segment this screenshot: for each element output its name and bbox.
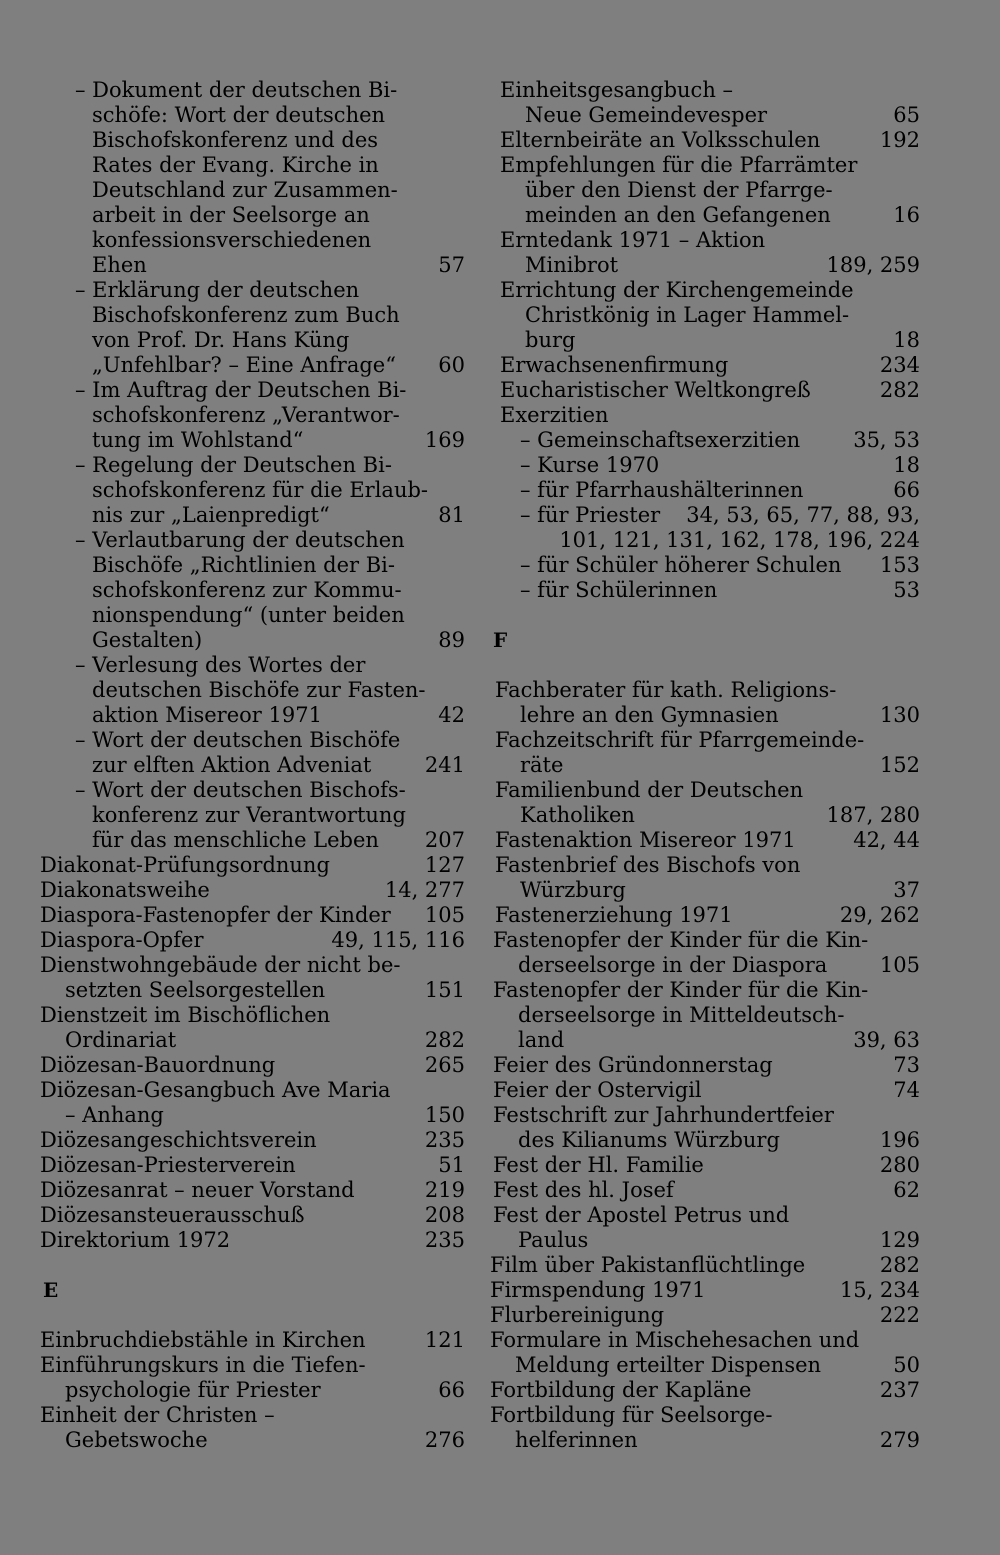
entry-text: von Prof. Dr. Hans Küng	[92, 328, 350, 352]
entry-text: Gebetswoche	[65, 1428, 208, 1452]
entry-text: – Kurse 1970	[520, 453, 660, 477]
entry-text: Rates der Evang. Kirche in	[92, 153, 379, 177]
entry-text: – für Schüler höherer Schulen	[520, 553, 842, 577]
entry-page-number: 57	[438, 253, 465, 277]
entry-text: Diözesan-Priesterverein	[40, 1153, 296, 1177]
entry-text: – für Priester	[520, 503, 661, 527]
entry-page-number: 187, 280	[826, 803, 920, 827]
entry-text: schofskonferenz „Verantwor-	[92, 403, 400, 427]
index-entry-line	[490, 678, 920, 703]
index-entry-line	[490, 578, 920, 603]
entry-page-number: 81	[438, 503, 465, 527]
index-entry-line	[40, 1378, 465, 1403]
index-entry-line	[490, 1078, 920, 1103]
entry-text: Fachberater für kath. Religions-	[495, 678, 837, 702]
index-entry-line	[490, 728, 920, 753]
index-entry-line	[490, 878, 920, 903]
entry-text: räte	[520, 753, 564, 777]
index-entry-line	[40, 328, 465, 353]
entry-text: Feier des Gründonnerstag	[493, 1053, 773, 1077]
index-entry-line	[490, 1303, 920, 1328]
index-entry-line	[40, 103, 465, 128]
index-entry-line	[490, 978, 920, 1003]
index-entry-line	[40, 753, 465, 778]
entry-page-number: 51	[438, 1153, 465, 1177]
section-spacer	[490, 603, 920, 628]
index-entry-line	[490, 1428, 920, 1453]
index-entry-line	[490, 353, 920, 378]
index-entry-line	[40, 1028, 465, 1053]
entry-text: Errichtung der Kirchengemeinde	[500, 278, 854, 302]
index-entry-line	[40, 928, 465, 953]
index-entry-line	[490, 1403, 920, 1428]
entry-text: Einbruchdiebstähle in Kirchen	[40, 1328, 366, 1352]
index-entry-line	[490, 453, 920, 478]
entry-text: schöfe: Wort der deutschen	[92, 103, 386, 127]
right-index-column	[490, 78, 920, 1453]
index-entry-line	[40, 1153, 465, 1178]
index-entry-line	[40, 78, 465, 103]
entry-text: deutschen Bischöfe zur Fasten-	[92, 678, 426, 702]
entry-text: Direktorium 1972	[40, 1228, 231, 1252]
index-entry-line	[40, 578, 465, 603]
entry-page-number: 18	[893, 453, 920, 477]
index-entry-line	[40, 528, 465, 553]
index-entry-line	[490, 278, 920, 303]
entry-page-number: 265	[424, 1053, 465, 1077]
entry-page-number: 189, 259	[826, 253, 920, 277]
entry-page-number: 127	[424, 853, 465, 877]
index-entry-line	[40, 353, 465, 378]
entry-text: Einheit der Christen –	[40, 1403, 275, 1427]
entry-page-number: 169	[424, 428, 465, 452]
entry-page-number: 153	[879, 553, 920, 577]
entry-page-number: 241	[424, 753, 465, 777]
entry-text: – Regelung der Deutschen Bi-	[75, 453, 392, 477]
section-letter-heading	[490, 628, 920, 653]
entry-text: schofskonferenz zur Kommu-	[92, 578, 402, 602]
index-entry-line	[490, 78, 920, 103]
entry-page-number: 53	[893, 578, 920, 602]
entry-page-number: 42, 44	[853, 828, 920, 852]
entry-page-number: 73	[893, 1053, 920, 1077]
index-entry-line	[40, 703, 465, 728]
entry-text: Würzburg	[520, 878, 626, 902]
left-index-column	[40, 78, 465, 1453]
index-entry-line	[40, 628, 465, 653]
entry-text: – Verlautbarung der deutschen	[75, 528, 405, 552]
entry-page-number: 18	[893, 328, 920, 352]
entry-text: – für Schülerinnen	[520, 578, 718, 602]
index-entry-line	[40, 478, 465, 503]
index-entry-line	[40, 678, 465, 703]
entry-text: Bischofskonferenz und des	[92, 128, 379, 152]
index-entry-line	[40, 503, 465, 528]
entry-text: tung im Wohlstand“	[92, 428, 304, 452]
entry-page-number: 101, 121, 131, 162, 178, 196, 224	[559, 528, 920, 552]
entry-text: Fastenbrief des Bischofs von	[495, 853, 801, 877]
index-entry-line	[490, 103, 920, 128]
index-entry-line	[490, 1378, 920, 1403]
index-entry-line	[40, 778, 465, 803]
section-letter: E	[43, 1278, 59, 1302]
entry-text: Diözesan-Gesangbuch Ave Maria	[40, 1078, 391, 1102]
entry-text: psychologie für Priester	[65, 1378, 321, 1402]
entry-page-number: 282	[424, 1028, 465, 1052]
index-entry-line	[490, 778, 920, 803]
entry-text: Erntedank 1971 – Aktion	[500, 228, 766, 252]
index-entry-line	[490, 828, 920, 853]
entry-page-number: 66	[438, 1378, 465, 1402]
index-entry-line	[40, 1103, 465, 1128]
entry-page-number: 235	[424, 1128, 465, 1152]
entry-text: Katholiken	[520, 803, 635, 827]
index-entry-line	[490, 1253, 920, 1278]
entry-page-number: 34, 53, 65, 77, 88, 93,	[686, 503, 920, 527]
entry-page-number: 29, 262	[839, 903, 920, 927]
entry-page-number: 276	[424, 1428, 465, 1452]
entry-text: Christkönig in Lager Hammel-	[525, 303, 850, 327]
entry-text: Ehen	[92, 253, 147, 277]
entry-page-number: 74	[893, 1078, 920, 1102]
entry-text: schofskonferenz für die Erlaub-	[92, 478, 429, 502]
entry-text: Flurbereinigung	[490, 1303, 665, 1327]
index-entry-line	[490, 1003, 920, 1028]
entry-text: für das menschliche Leben	[92, 828, 379, 852]
entry-text: Fachzeitschrift für Pfarrgemeinde-	[495, 728, 865, 752]
index-entry-line	[490, 428, 920, 453]
entry-text: Minibrot	[525, 253, 619, 277]
entry-text: aktion Misereor 1971	[92, 703, 322, 727]
index-entry-line	[40, 878, 465, 903]
index-entry-line	[490, 203, 920, 228]
entry-page-number: 237	[879, 1378, 920, 1402]
entry-page-number: 60	[438, 353, 465, 377]
entry-page-number: 279	[879, 1428, 920, 1452]
index-entry-line	[490, 153, 920, 178]
index-entry-line	[490, 1178, 920, 1203]
index-entry-line	[490, 128, 920, 153]
entry-text: über den Dienst der Pfarrge-	[525, 178, 833, 202]
index-entry-line	[40, 903, 465, 928]
entry-page-number: 196	[879, 1128, 920, 1152]
entry-text: Firmspendung 1971	[490, 1278, 706, 1302]
index-entry-line	[490, 1278, 920, 1303]
entry-page-number: 89	[438, 628, 465, 652]
index-entry-line	[490, 1203, 920, 1228]
entry-text: Dienstwohngebäude der nicht be-	[40, 953, 401, 977]
index-entry-line	[490, 553, 920, 578]
index-entry-line	[490, 328, 920, 353]
index-entry-line	[40, 1053, 465, 1078]
index-entry-line	[40, 1128, 465, 1153]
index-entry-line	[40, 1353, 465, 1378]
entry-text: Fastenopfer der Kinder für die Kin-	[493, 928, 869, 952]
entry-text: meinden an den Gefangenen	[525, 203, 831, 227]
index-entry-line	[490, 378, 920, 403]
entry-text: Fastenopfer der Kinder für die Kin-	[493, 978, 869, 1002]
index-entry-line	[490, 253, 920, 278]
index-entry-line	[490, 853, 920, 878]
index-entry-line	[40, 853, 465, 878]
entry-page-number: 129	[879, 1228, 920, 1252]
index-entry-line	[490, 1028, 920, 1053]
entry-page-number: 151	[424, 978, 465, 1002]
entry-text: Fest der Hl. Familie	[493, 1153, 704, 1177]
entry-text: Fest der Apostel Petrus und	[493, 1203, 790, 1227]
entry-text: des Kilianums Würzburg	[518, 1128, 780, 1152]
index-entry-line	[490, 403, 920, 428]
entry-text: Paulus	[518, 1228, 589, 1252]
entry-page-number: 105	[879, 953, 920, 977]
entry-page-number: 235	[424, 1228, 465, 1252]
entry-text: Erwachsenenfirmung	[500, 353, 729, 377]
entry-text: Einheitsgesangbuch –	[500, 78, 734, 102]
entry-text: Film über Pakistanflüchtlinge	[490, 1253, 806, 1277]
section-letter-heading	[40, 1278, 465, 1303]
index-entry-line	[490, 1328, 920, 1353]
entry-text: Diözesansteuerausschuß	[40, 1203, 305, 1227]
entry-text: Deutschland zur Zusammen-	[92, 178, 398, 202]
entry-text: Formulare in Mischehesachen und	[490, 1328, 860, 1352]
entry-text: land	[518, 1028, 565, 1052]
entry-text: Bischöfe „Richtlinien der Bi-	[92, 553, 395, 577]
index-entry-line	[40, 1003, 465, 1028]
section-letter: F	[493, 628, 508, 652]
index-entry-line	[490, 903, 920, 928]
index-entry-line	[490, 1053, 920, 1078]
index-entry-line	[40, 303, 465, 328]
index-entry-line	[490, 303, 920, 328]
entry-text: burg	[525, 328, 576, 352]
index-entry-line	[490, 228, 920, 253]
entry-text: – Verlesung des Wortes der	[75, 653, 366, 677]
entry-text: Gestalten)	[92, 628, 203, 652]
entry-text: Meldung erteilter Dispensen	[515, 1353, 822, 1377]
entry-text: zur elften Aktion Adveniat	[92, 753, 372, 777]
entry-page-number: 66	[893, 478, 920, 502]
entry-text: „Unfehlbar? – Eine Anfrage“	[92, 353, 396, 377]
index-entry-line	[40, 978, 465, 1003]
index-entry-line	[40, 1078, 465, 1103]
entry-page-number: 35, 53	[853, 428, 920, 452]
index-entry-line	[40, 828, 465, 853]
entry-text: Bischofskonferenz zum Buch	[92, 303, 400, 327]
index-entry-line	[40, 1328, 465, 1353]
index-entry-line	[40, 253, 465, 278]
entry-text: – Dokument der deutschen Bi-	[75, 78, 398, 102]
entry-page-number: 39, 63	[853, 1028, 920, 1052]
entry-text: lehre an den Gymnasien	[520, 703, 779, 727]
entry-text: derseelsorge in Mitteldeutsch-	[518, 1003, 845, 1027]
index-entry-line	[40, 1203, 465, 1228]
section-spacer	[40, 1253, 465, 1278]
index-entry-line	[40, 203, 465, 228]
index-entry-line	[490, 803, 920, 828]
entry-page-number: 16	[893, 203, 920, 227]
entry-text: Diözesanrat – neuer Vorstand	[40, 1178, 355, 1202]
index-entry-line	[490, 1103, 920, 1128]
index-entry-line	[40, 378, 465, 403]
index-entry-line	[40, 1403, 465, 1428]
entry-text: Fest des hl. Josef	[493, 1178, 674, 1202]
entry-page-number: 121	[424, 1328, 465, 1352]
entry-text: Eucharistischer Weltkongreß	[500, 378, 811, 402]
entry-page-number: 208	[424, 1203, 465, 1227]
index-entry-line	[490, 703, 920, 728]
index-entry-line	[40, 603, 465, 628]
entry-text: Neue Gemeindevesper	[525, 103, 768, 127]
entry-text: Fastenaktion Misereor 1971	[495, 828, 796, 852]
entry-text: Feier der Ostervigil	[493, 1078, 702, 1102]
entry-page-number: 62	[893, 1178, 920, 1202]
index-entry-line	[40, 178, 465, 203]
index-entry-line	[40, 953, 465, 978]
entry-text: Dienstzeit im Bischöflichen	[40, 1003, 331, 1027]
entry-page-number: 192	[879, 128, 920, 152]
entry-text: Fastenerziehung 1971	[495, 903, 733, 927]
entry-page-number: 207	[424, 828, 465, 852]
index-entry-line	[40, 553, 465, 578]
entry-page-number: 130	[879, 703, 920, 727]
index-entry-line	[490, 1228, 920, 1253]
entry-text: – Gemeinschaftsexerzitien	[520, 428, 801, 452]
index-entry-line	[40, 653, 465, 678]
entry-text: Diakonatsweihe	[40, 878, 210, 902]
entry-text: – Erklärung der deutschen	[75, 278, 360, 302]
entry-text: Elternbeiräte an Volksschulen	[500, 128, 821, 152]
entry-text: nis zur „Laienpredigt“	[92, 503, 330, 527]
entry-text: helferinnen	[515, 1428, 638, 1452]
entry-text: – Im Auftrag der Deutschen Bi-	[75, 378, 407, 402]
section-spacer	[490, 653, 920, 678]
entry-page-number: 49, 115, 116	[331, 928, 465, 952]
entry-page-number: 15, 234	[839, 1278, 920, 1302]
index-entry-line	[490, 178, 920, 203]
index-entry-line	[40, 1178, 465, 1203]
index-entry-line	[490, 1353, 920, 1378]
index-entry-line	[490, 753, 920, 778]
index-entry-line	[40, 728, 465, 753]
index-entry-line	[40, 803, 465, 828]
entry-text: Exerzitien	[500, 403, 609, 427]
index-entry-line	[40, 1228, 465, 1253]
entry-text: – Anhang	[65, 1103, 164, 1127]
index-entry-line	[40, 153, 465, 178]
entry-text: Fortbildung der Kapläne	[490, 1378, 752, 1402]
entry-text: konferenz zur Verantwortung	[92, 803, 406, 827]
entry-page-number: 42	[438, 703, 465, 727]
index-entry-line	[40, 278, 465, 303]
entry-text: nionspendung“ (unter beiden	[92, 603, 405, 627]
entry-text: derseelsorge in der Diaspora	[518, 953, 828, 977]
index-entry-line	[40, 428, 465, 453]
index-entry-line	[490, 928, 920, 953]
entry-text: Diakonat-Prüfungsordnung	[40, 853, 330, 877]
entry-text: konfessionsverschiedenen	[92, 228, 372, 252]
entry-page-number: 37	[893, 878, 920, 902]
section-spacer	[40, 1303, 465, 1328]
entry-page-number: 222	[879, 1303, 920, 1327]
entry-page-number: 280	[879, 1153, 920, 1177]
entry-text: Familienbund der Deutschen	[495, 778, 804, 802]
entry-page-number: 234	[879, 353, 920, 377]
index-entry-line	[490, 528, 920, 553]
entry-page-number: 65	[893, 103, 920, 127]
index-entry-line	[490, 1153, 920, 1178]
entry-page-number: 282	[879, 1253, 920, 1277]
index-entry-line	[490, 478, 920, 503]
index-entry-line	[490, 953, 920, 978]
entry-text: Festschrift zur Jahrhundertfeier	[493, 1103, 834, 1127]
entry-page-number: 50	[893, 1353, 920, 1377]
entry-page-number: 14, 277	[384, 878, 465, 902]
entry-text: arbeit in der Seelsorge an	[92, 203, 370, 227]
entry-text: – für Pfarrhaushälterinnen	[520, 478, 804, 502]
index-entry-line	[40, 128, 465, 153]
entry-text: Einführungskurs in die Tiefen-	[40, 1353, 366, 1377]
entry-text: Diözesan-Bauordnung	[40, 1053, 276, 1077]
index-entry-line	[40, 228, 465, 253]
entry-page-number: 152	[879, 753, 920, 777]
entry-page-number: 150	[424, 1103, 465, 1127]
entry-text: Diaspora-Opfer	[40, 928, 204, 952]
entry-text: setzten Seelsorgestellen	[65, 978, 326, 1002]
index-entry-line	[40, 453, 465, 478]
entry-page-number: 219	[424, 1178, 465, 1202]
entry-text: Empfehlungen für die Pfarrämter	[500, 153, 858, 177]
entry-page-number: 105	[424, 903, 465, 927]
entry-text: Ordinariat	[65, 1028, 177, 1052]
entry-text: – Wort der deutschen Bischöfe	[75, 728, 401, 752]
entry-text: Diaspora-Fastenopfer der Kinder	[40, 903, 391, 927]
index-entry-line	[490, 503, 920, 528]
index-entry-line	[490, 1128, 920, 1153]
entry-text: – Wort der deutschen Bischofs-	[75, 778, 406, 802]
index-entry-line	[40, 403, 465, 428]
entry-page-number: 282	[879, 378, 920, 402]
entry-text: Diözesangeschichtsverein	[40, 1128, 317, 1152]
index-entry-line	[40, 1428, 465, 1453]
entry-text: Fortbildung für Seelsorge-	[490, 1403, 773, 1427]
